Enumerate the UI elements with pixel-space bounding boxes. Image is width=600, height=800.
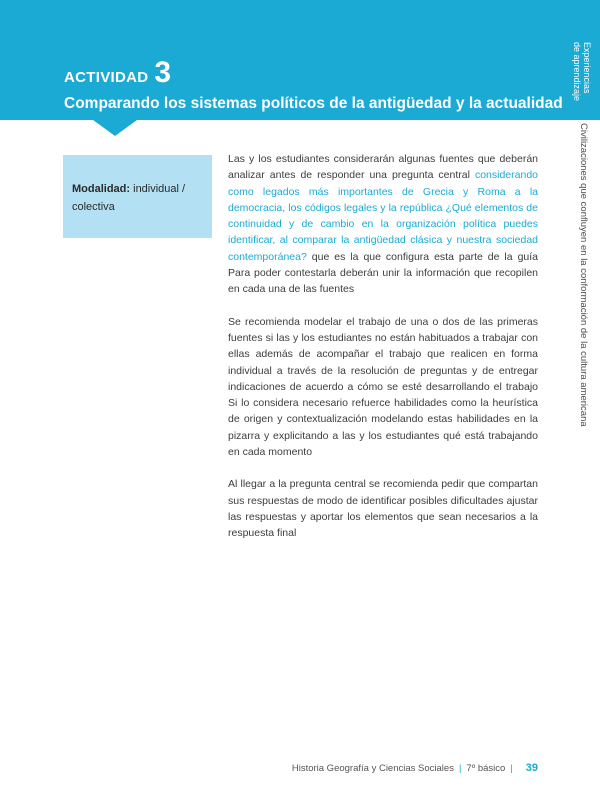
activity-heading (64, 58, 171, 88)
side-chapter-title: Civilizaciones que confluyen en la conformación de la cultura americana (578, 123, 589, 427)
page-number: 39 (525, 762, 538, 774)
paragraph-1-outro: que es la que configura esta parte de la guía Para poder contestarla deberán unir la información que recopilen en cada una de las fuentes (228, 250, 538, 296)
modality-value: individual / colectiva (72, 183, 186, 213)
activity-label: ACTIVIDAD (64, 69, 149, 86)
paragraph-2: Se recomienda modelar el trabajo de una o dos de las primeras fuentes si las y los estudiantes no están habituados a trabajar con ellas además de acompañar el trabajo que realicen en forma individual a través de la resolución de preguntas y de entregar indicaciones de acuerdo a cómo se esté desarrollando el trabajo Si lo considera necesario refuerce habilidades como la heurística de origen y contextualización modelando estas habilidades en la pizarra y explicitando a las y los estudiantes qué está trabajando en cada momento (228, 315, 538, 459)
footer-separator: | (458, 763, 462, 774)
central-question: considerando como legados más importantes de Grecia y Roma a la democracia, los códigos legales y la república ¿Qué elementos de continuidad y de cambio en la organización política puedes identificar, al comparar la antigüedad clásica y nuestra sociedad contemporánea? (228, 169, 538, 263)
activity-title: Comparando los sistemas políticos de la antigüedad y la actualidad (64, 95, 563, 112)
paragraph-1 (228, 151, 538, 298)
activity-number: 3 (154, 56, 172, 89)
paragraph-3: Al llegar a la pregunta central se recomienda pedir que compartan sus respuestas de modo de identificar posibles dificultades ajustar las respuestas y aportar los elementos que sean necesarios a la respuesta final (228, 478, 538, 540)
page-footer (292, 762, 538, 774)
footer-subject: Historia Geografía y Ciencias Sociales (291, 763, 454, 774)
modality-box (63, 155, 212, 238)
footer-grade: 7º básico (466, 763, 506, 774)
body-text (228, 151, 538, 558)
side-tab-line2: de aprendizaje (572, 42, 582, 102)
side-tab-line1: Experiencias (582, 42, 592, 94)
paragraph-1-intro: Las y los estudiantes considerarán algunas fuentes que deberán analizar antes de responder una pregunta central (228, 153, 538, 182)
modality-label: Modalidad: (72, 183, 131, 195)
side-tab (572, 42, 592, 101)
banner-notch (93, 120, 137, 136)
footer-separator: | (510, 763, 513, 774)
